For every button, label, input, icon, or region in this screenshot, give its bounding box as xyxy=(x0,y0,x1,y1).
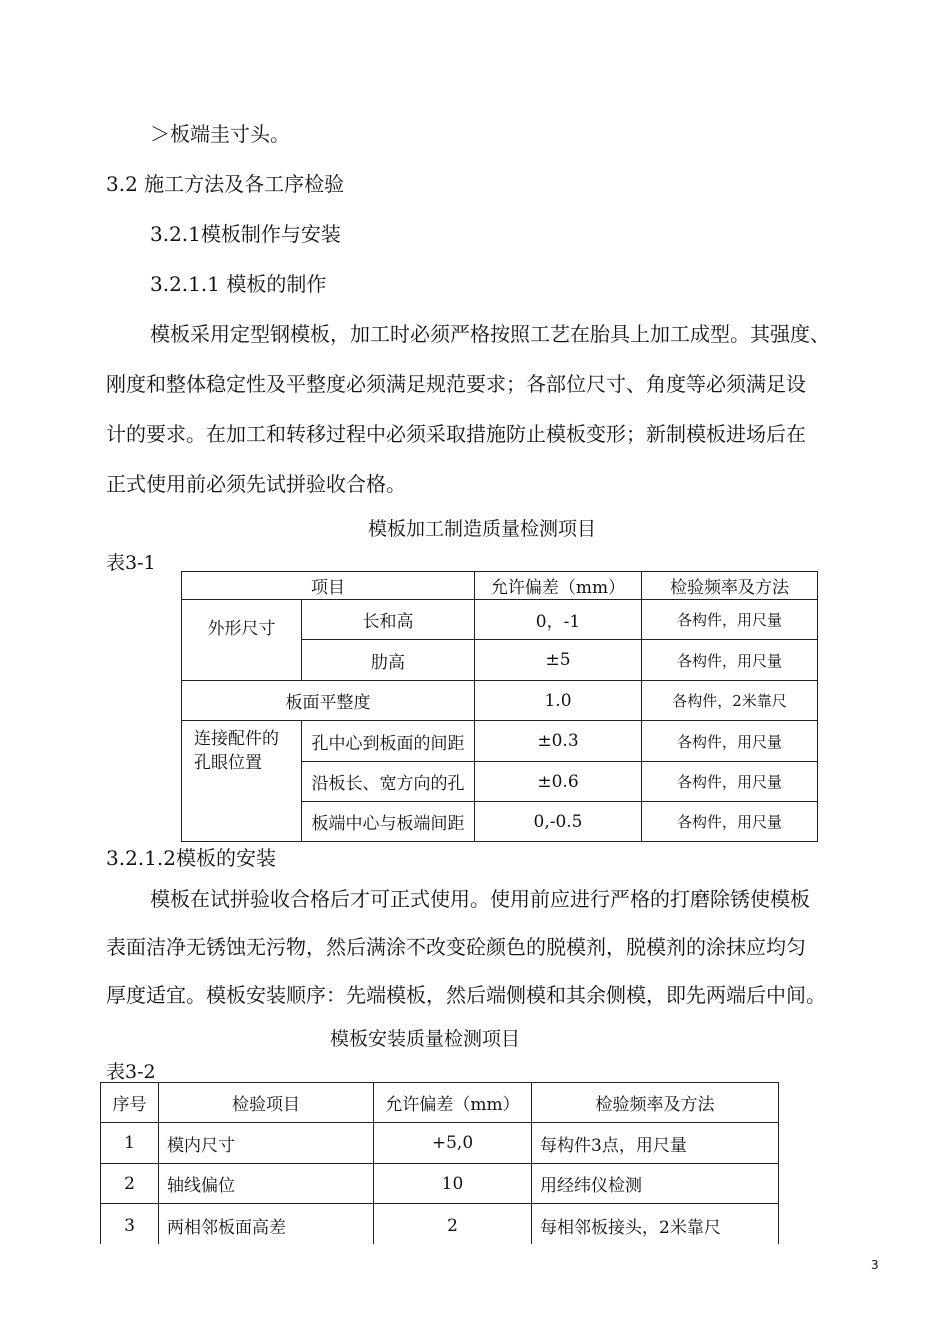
table-cell: 轴线偏位 xyxy=(159,1164,374,1204)
page-number: 3 xyxy=(871,1258,879,1272)
table-group-cell: 连接配件的孔眼位置 xyxy=(182,721,302,842)
table-cell: 各构件，用尺量 xyxy=(642,640,818,681)
table-cell: 模内尺寸 xyxy=(159,1123,374,1164)
table-cell: 1 xyxy=(101,1123,159,1164)
table-header-row xyxy=(101,1083,779,1123)
table-header-cell: 检验频率及方法 xyxy=(532,1083,779,1123)
table-cell: 板端中心与板端间距 xyxy=(302,802,475,842)
table-row xyxy=(101,1204,779,1245)
table-cell: 长和高 xyxy=(302,600,475,640)
heading-3-2-1-2: 3.2.1.2模板的安装 xyxy=(106,846,276,870)
table-group-cell: 外形尺寸 xyxy=(182,600,302,681)
table2-caption: 模板安装质量检测项目 xyxy=(330,1028,521,1050)
table-cell: 板面平整度 xyxy=(182,681,475,721)
table-cell: 1.0 xyxy=(475,681,642,721)
table-cell: +5,0 xyxy=(374,1123,532,1164)
paragraph-line: 刚度和整体稳定性及平整度必须满足规范要求；各部位尺寸、角度等必须满足设 xyxy=(106,372,806,396)
table1-label: 表3-1 xyxy=(106,552,156,574)
paragraph-line: 表面洁净无锈蚀无污物，然后满涂不改变砼颜色的脱模剂，脱模剂的涂抹应均匀 xyxy=(106,935,806,959)
table-header-cell: 序号 xyxy=(101,1083,159,1123)
table-cell: 肋高 xyxy=(302,640,475,681)
table-cell: 每构件3点，用尺量 xyxy=(532,1123,779,1164)
table-header-cell: 允许偏差（mm） xyxy=(374,1083,532,1123)
table-row xyxy=(101,1164,779,1204)
table-cell: 2 xyxy=(101,1164,159,1204)
table-cell: 各构件，2米靠尺 xyxy=(642,681,818,721)
table-cell: ±5 xyxy=(475,640,642,681)
paragraph-line: 厚度适宜。模板安装顺序：先端模板，然后端侧模和其余侧模，即先两端后中间。 xyxy=(106,983,826,1007)
text-line-board-end: ＞板端圭寸头。 xyxy=(150,122,290,146)
table-cell: 用经纬仪检测 xyxy=(532,1164,779,1204)
paragraph-line: 正式使用前必须先试拼验收合格。 xyxy=(106,472,406,496)
table-row xyxy=(101,1123,779,1164)
paragraph-line: 模板在试拼验收合格后才可正式使用。使用前应进行严格的打磨除锈使模板 xyxy=(150,887,810,911)
table-formwork-install xyxy=(100,1082,779,1244)
table-cell: 各构件，用尺量 xyxy=(642,762,818,802)
table-cell: 10 xyxy=(374,1164,532,1204)
paragraph-line: 计的要求。在加工和转移过程中必须采取措施防止模板变形；新制模板进场后在 xyxy=(106,422,806,446)
table-cell: 孔中心到板面的间距 xyxy=(302,721,475,762)
table-header-cell: 允许偏差（mm） xyxy=(475,572,642,600)
table-cell: 0,-0.5 xyxy=(475,802,642,842)
table-cell: 各构件，用尺量 xyxy=(642,721,818,762)
table-cell: 各构件，用尺量 xyxy=(642,802,818,842)
table-cell: ±0.3 xyxy=(475,721,642,762)
table-cell: 每相邻板接头，2米靠尺 xyxy=(532,1204,779,1245)
table-cell: 2 xyxy=(374,1204,532,1245)
table-header-cell: 项目 xyxy=(182,572,475,600)
heading-3-2-1-1: 3.2.1.1 模板的制作 xyxy=(150,272,327,296)
table2-label: 表3-2 xyxy=(106,1061,156,1083)
heading-3-2: 3.2 施工方法及各工序检验 xyxy=(106,172,345,196)
table-cell: 0，-1 xyxy=(475,600,642,640)
table-cell: 各构件，用尺量 xyxy=(642,600,818,640)
table-cell: 沿板长、宽方向的孔 xyxy=(302,762,475,802)
heading-3-2-1: 3.2.1模板制作与安装 xyxy=(150,222,341,246)
table-cell: 3 xyxy=(101,1204,159,1245)
table-header-cell: 检验频率及方法 xyxy=(642,572,818,600)
table-header-cell: 检验项目 xyxy=(159,1083,374,1123)
table-cell: 两相邻板面高差 xyxy=(159,1204,374,1245)
table1-caption: 模板加工制造质量检测项目 xyxy=(368,518,597,540)
paragraph-line: 模板采用定型钢模板，加工时必须严格按照工艺在胎具上加工成型。其强度、 xyxy=(150,322,830,346)
table-cell: ±0.6 xyxy=(475,762,642,802)
